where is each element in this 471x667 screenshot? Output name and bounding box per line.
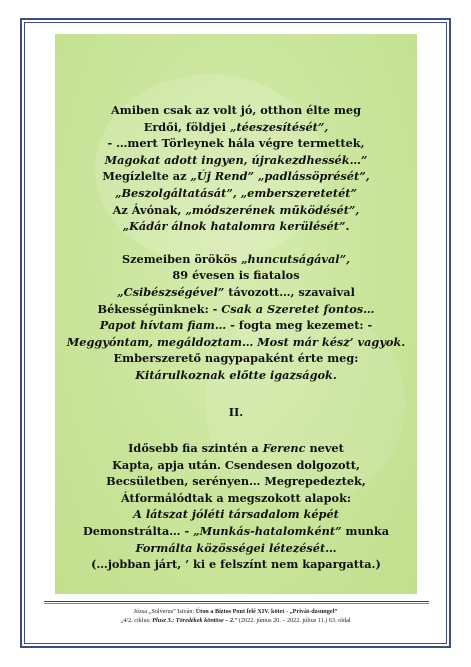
poem-line: „Beszolgáltatását”, „emberszeretetét” (115, 185, 357, 200)
poem-line: Az Ávónak, „módszerének működését”, (112, 202, 360, 217)
footer-line-cycle: „4/2. ciklus: Plusz 3.: Töredékek köntöse – 2.” (2022. június 20. – 2022. július 11.) 63. oldal (120, 617, 351, 624)
poem-line: Demonstrálta… - „Munkás-hatalomként” munka (82, 524, 390, 539)
poem-line: Meggyóntam, megáldoztam… Most már kész’ vagyok. (66, 334, 406, 349)
background-image-panel (55, 34, 417, 594)
poem-line: 89 évesen is fiatalos (172, 268, 300, 283)
poem-line: Amiben csak az volt jó, otthon élte meg (111, 103, 361, 117)
poem-line: Emberszerető nagypapaként érte meg: (113, 351, 359, 366)
poem-line: Átformálódtak a megszokott alapok: (120, 490, 352, 505)
poem-line: Idősebb fia szintén a Ferenc nevet (128, 441, 344, 456)
poem-line: Formálta közösségei létezését… (135, 540, 337, 555)
poem-line: Megízlelte az „Új Rend” „padlássöprését”, (102, 169, 370, 184)
poem-line: Szemeiben örökös „huncutságával”, (121, 251, 351, 266)
section-numeral: II. (228, 404, 244, 419)
footer-divider (44, 601, 429, 602)
poem-line: „Kádár álnok hatalomra kerülését”. (122, 219, 350, 234)
page-footer (30, 607, 441, 625)
poem-line: (…jobban járt, ’ ki e felszínt nem kapargatta.) (91, 557, 381, 572)
poem-line: Erdői, földjei „téeszesítését”, (143, 119, 329, 134)
poem-text (55, 102, 417, 573)
poem-line: Papot hívtam fiam… - fogta meg kezemet: - (99, 318, 373, 333)
footer-line-author: Józsa „Solverus” István: Úton a Biztos Pont felé XIV. kötet - „Privát-dzsungel” (133, 608, 338, 615)
poem-line: A látszat jóléti társadalom képét (133, 507, 339, 522)
poem-line: Kitárulkoznak előtte igazságok. (135, 367, 337, 382)
footer-divider-secondary (44, 603, 429, 604)
poem-line: Kapta, apja után. Csendesen dolgozott, (112, 457, 360, 472)
poem-line: Békességünknek: - Csak a Szeretet fontos… (97, 301, 375, 316)
poem-line: „Csibészségével” távozott…, szavaival (117, 284, 355, 299)
poem-line: - …mert Törleynek hála végre termettek, (107, 136, 365, 151)
poem-line: Magokat adott ingyen, újrakezdhessék…” (104, 152, 368, 167)
poem-line: Becsületben, serényen… Megrepedeztek, (106, 474, 366, 489)
